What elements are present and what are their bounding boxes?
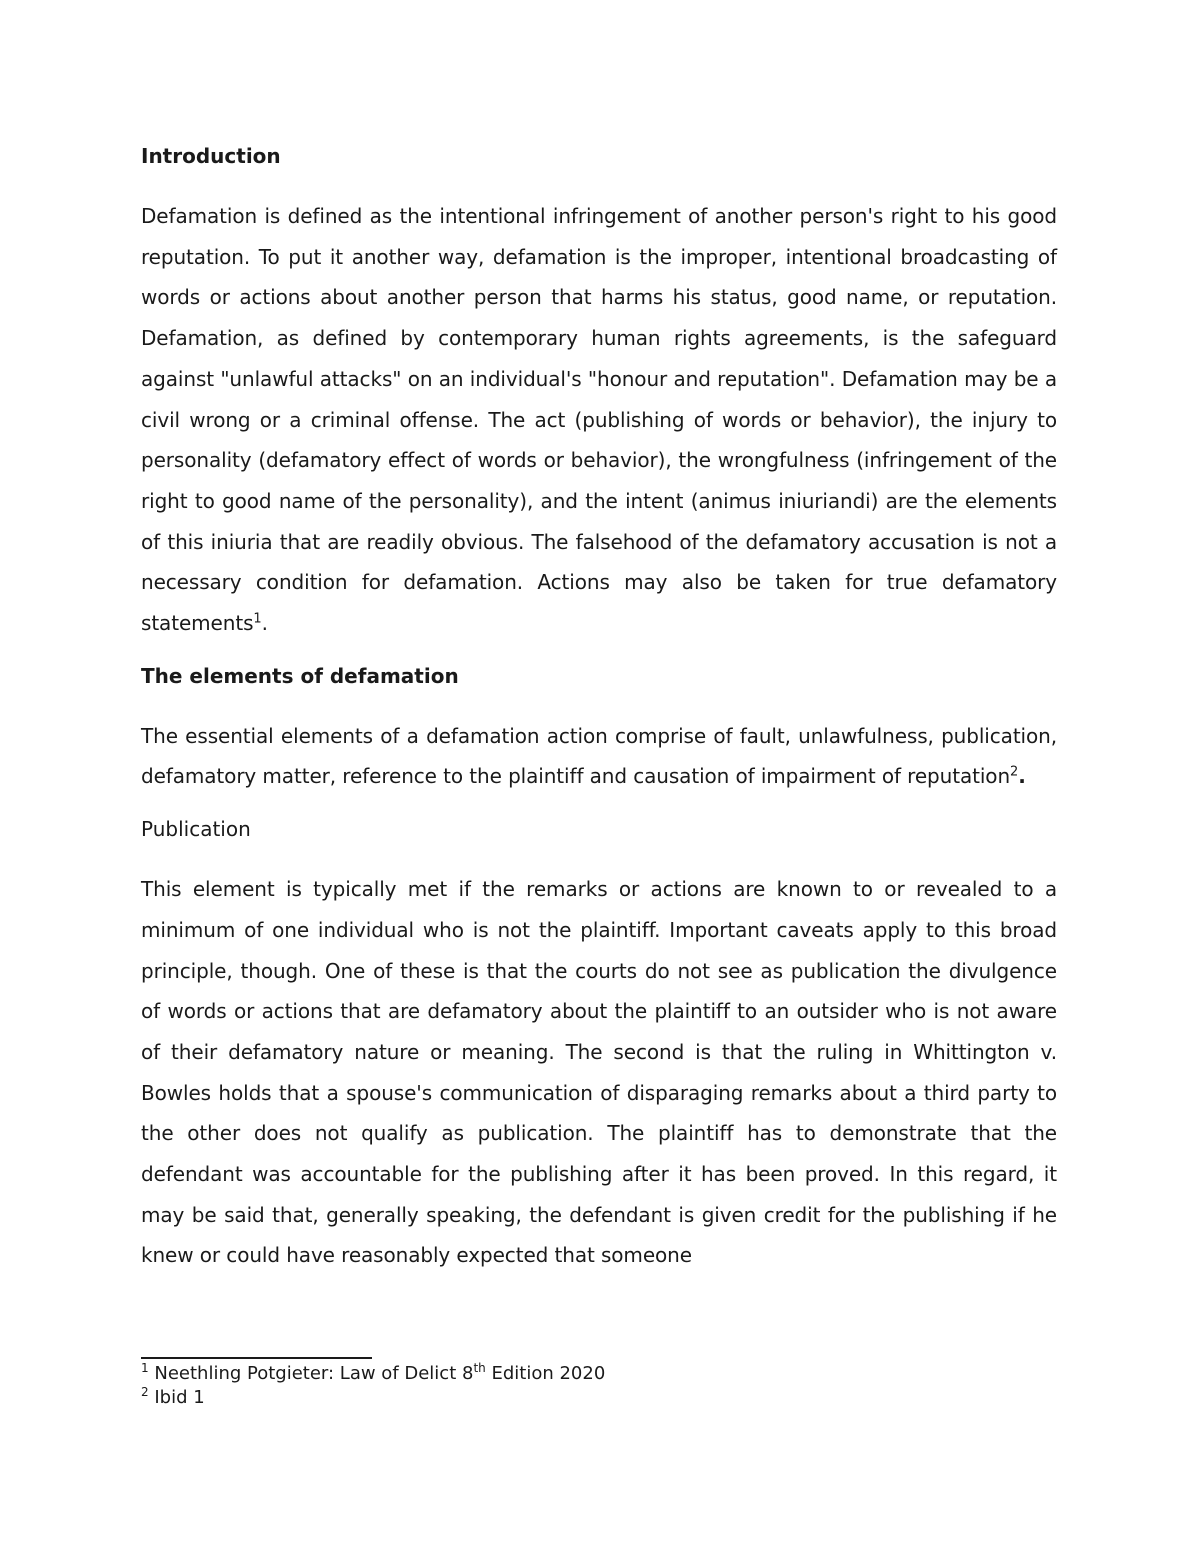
footnote-1-text: Neethling Potgieter: Law of Delict 8 [154, 1363, 474, 1384]
elements-paragraph-text: The essential elements of a defamation action comprise of fault, unlawfulness, publication, defamatory matter, reference to the plaintiff and causation of impairment of reputation [141, 723, 1057, 789]
heading-elements-of-defamation: The elements of defamation [141, 663, 459, 688]
footnote-ref-1[interactable]: 1 [253, 611, 262, 627]
footnote-2-number: 2 [141, 1385, 149, 1399]
intro-paragraph-end: . [261, 611, 268, 636]
footnote-1-text-end: Edition 2020 [485, 1363, 606, 1384]
footnote-2 [141, 1386, 1057, 1410]
intro-paragraph-text: Defamation is defined as the intentional infringement of another person's right to his good reputation. To put it another way, defamation is the improper, intentional broadcasting of words or actions about another person that harms his status, good name, or reputation. Defamation, as defined by contemporary human rights agreements, is the safeguard against "unlawful attacks" on an individual's "honour and reputation". Defamation may be a civil wrong or a criminal offense. The act (publishing of words or behavior), the injury to personality (defamatory effect of words or behavior), the wrongfulness (infringement of the right to good name of the personality), and the intent (animus iniuriandi) are the elements of this iniuria that are readily obvious. The falsehood of the defamatory accusation is not a necessary condition for defamation. Actions may also be taken for true defamatory statements [141, 204, 1057, 636]
footnote-2-text: Ibid 1 [154, 1387, 205, 1408]
footnote-separator [141, 1357, 372, 1359]
footnote-ref-2[interactable]: 2 [1010, 764, 1019, 780]
footnotes-section [141, 1357, 1057, 1410]
heading-introduction: Introduction [141, 144, 281, 168]
intro-paragraph [141, 196, 1057, 644]
publication-paragraph: This element is typically met if the remarks or actions are known to or revealed to a minimum of one individual who is not the plaintiff. Important caveats apply to this broad principle, though. One of these is that the courts do not see as publication the divulgence of words or actions that are defamatory about the plaintiff to an outsider who is not aware of their defamatory nature or meaning. The second is that the ruling in Whittington v. Bowles holds that a spouse's communication of disparaging remarks about a third party to the other does not qualify as publication. The plaintiff has to demonstrate that the defendant was accountable for the publishing after it has been proved. In this regard, it may be said that, generally speaking, the defendant is given credit for the publishing if he knew or could have reasonably expected that someone [141, 877, 1057, 1268]
footnote-1-superscript: th [473, 1361, 486, 1375]
footnote-1-number: 1 [141, 1361, 149, 1375]
footnote-1 [141, 1362, 1057, 1386]
elements-paragraph [141, 716, 1057, 797]
elements-paragraph-end: . [1018, 764, 1026, 789]
subheading-publication: Publication [141, 817, 251, 842]
document-body [141, 140, 1057, 1292]
